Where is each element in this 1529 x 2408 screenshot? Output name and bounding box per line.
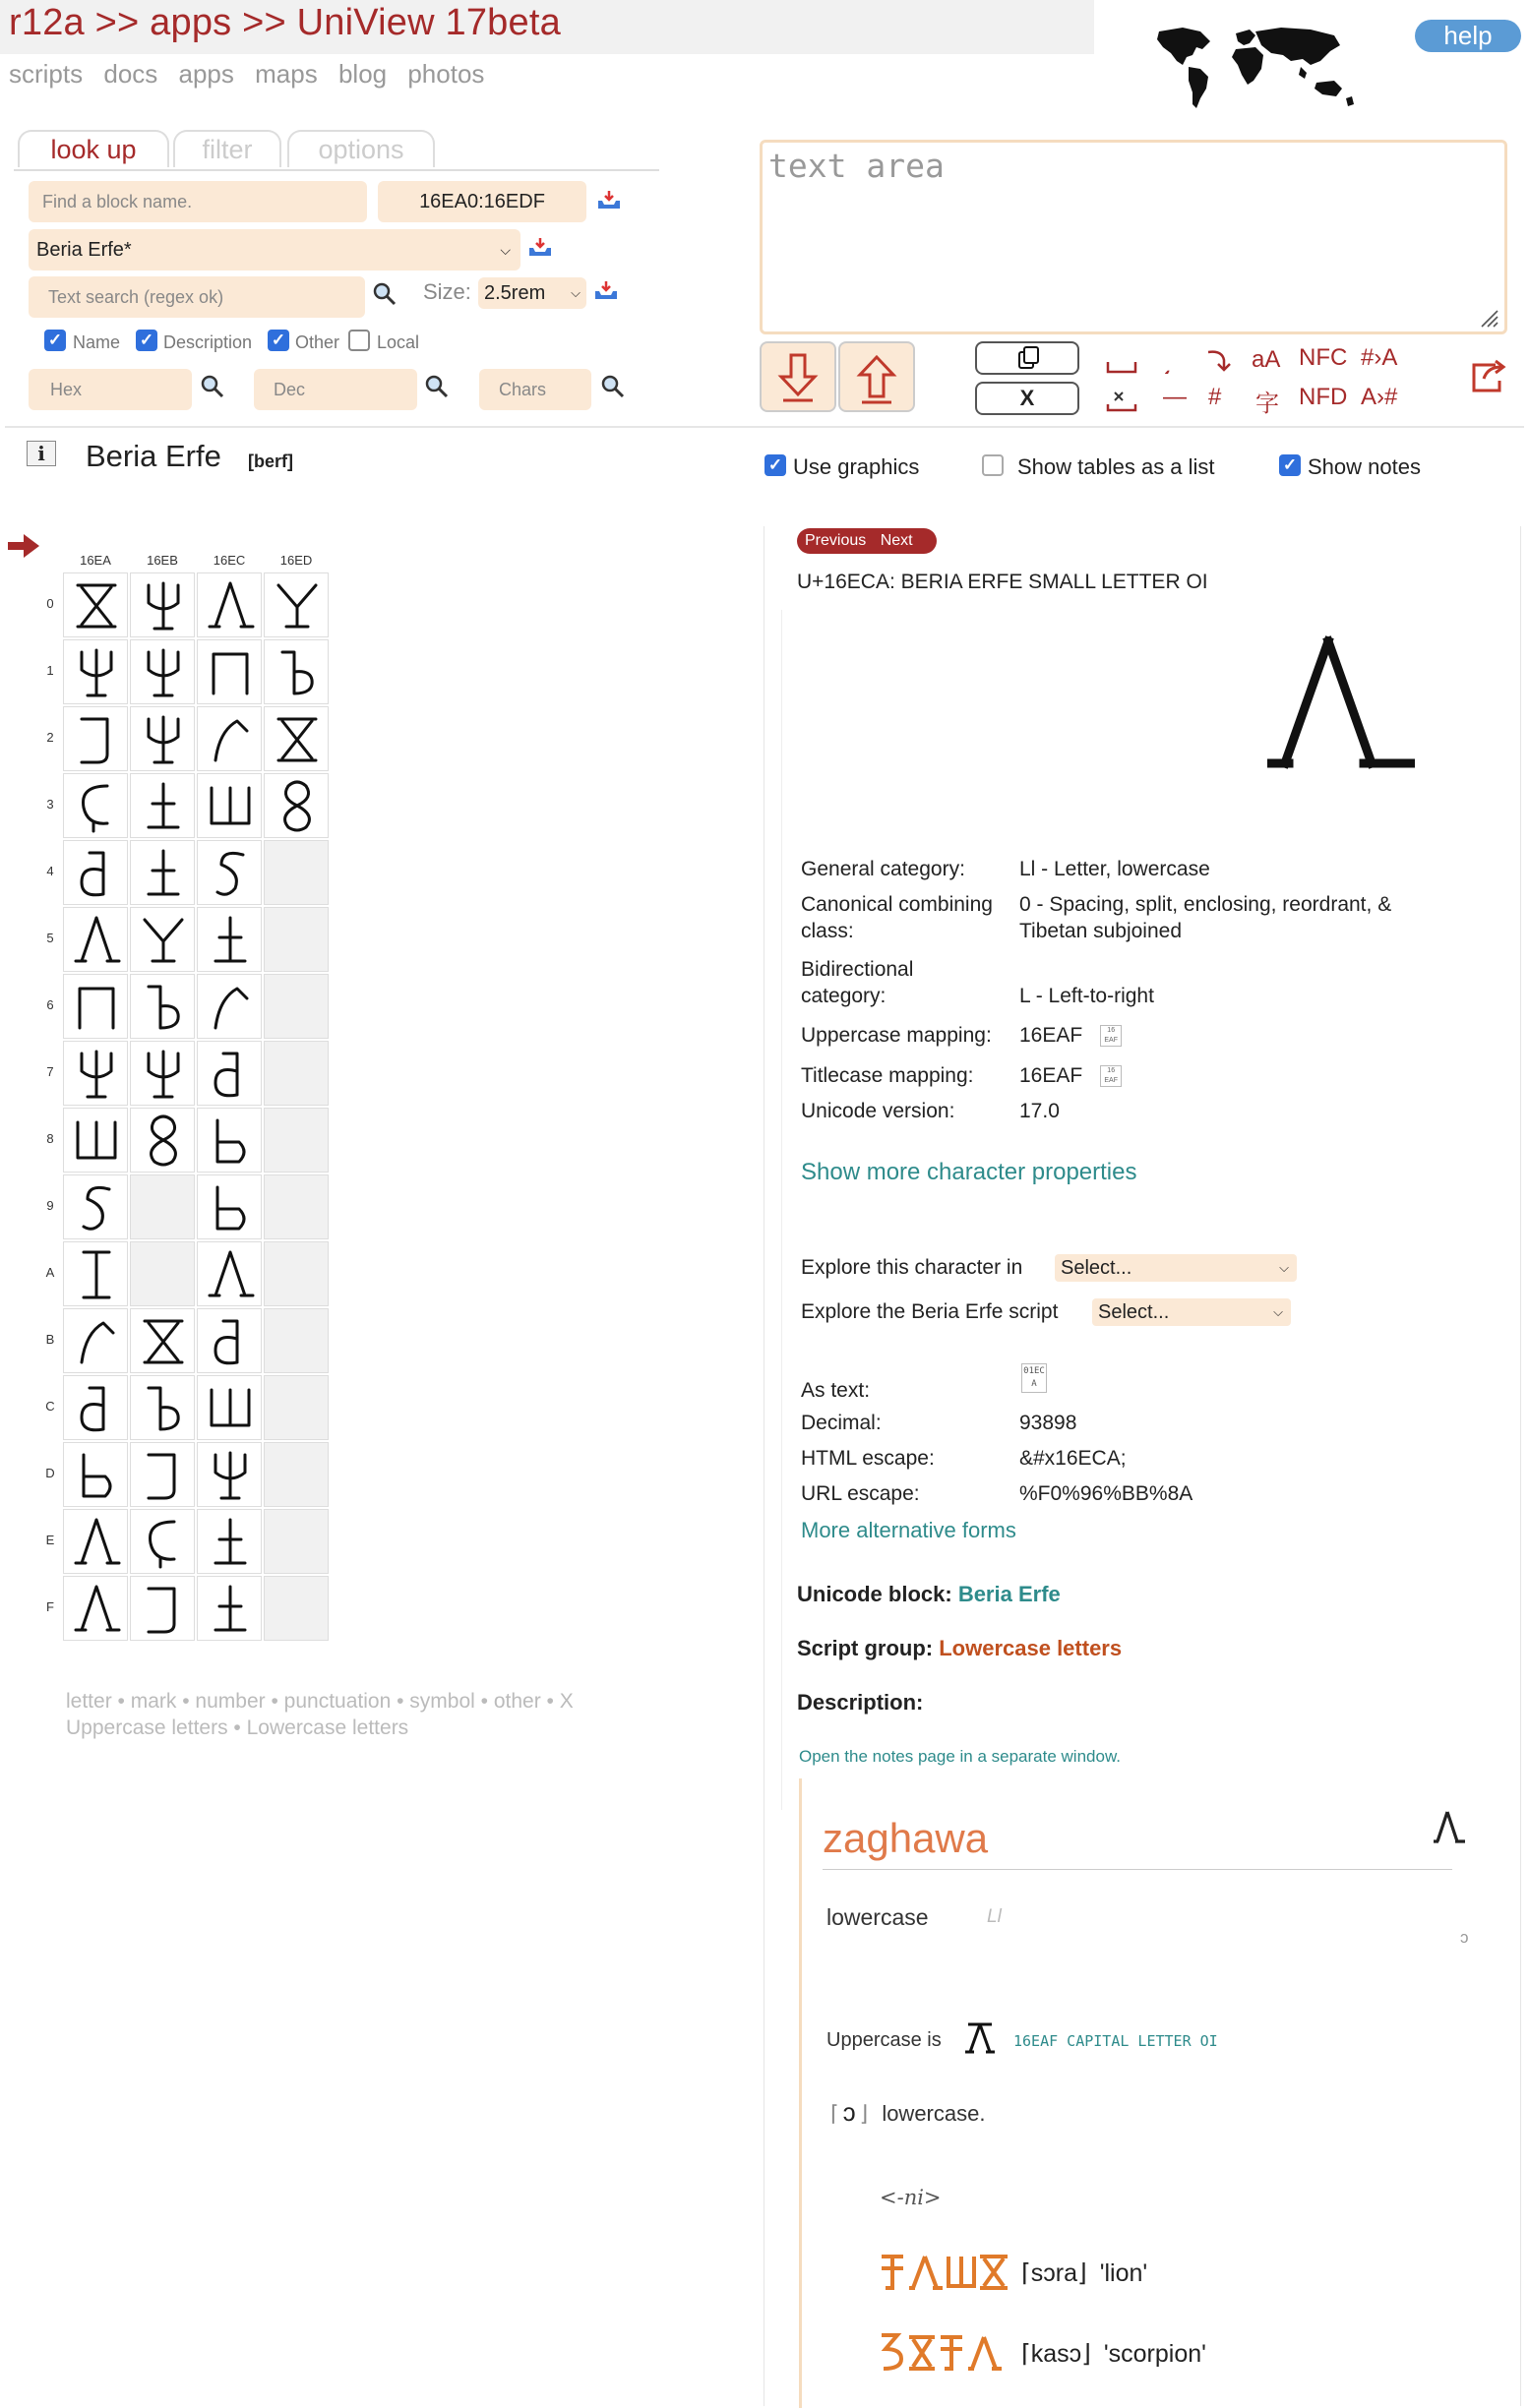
explore-script-select-value: Select...	[1098, 1301, 1170, 1323]
nav-apps[interactable]: apps	[178, 59, 234, 89]
explore-char-select[interactable]	[1055, 1254, 1297, 1282]
glyph-drawing	[265, 640, 330, 705]
search-icon[interactable]	[200, 374, 225, 399]
legend-lowercase[interactable]: Lowercase letters	[246, 1716, 409, 1739]
legend-number[interactable]: number	[195, 1690, 266, 1713]
row-header: 6	[46, 997, 54, 1012]
resize-handle-icon[interactable]	[1478, 307, 1499, 329]
html-escape-label: HTML escape:	[801, 1447, 935, 1470]
glyph-drawing	[198, 1577, 263, 1642]
character-cell[interactable]	[130, 907, 195, 972]
legend-line-2: Uppercase letters • Lowercase letters	[66, 1716, 409, 1739]
character-cell[interactable]	[63, 840, 128, 905]
row-header: 1	[46, 663, 54, 678]
row-header: E	[45, 1533, 55, 1547]
character-cell[interactable]	[197, 1174, 262, 1239]
character-cell[interactable]	[130, 1442, 195, 1507]
row-header: 9	[46, 1198, 54, 1213]
hex-input[interactable]: Hex	[29, 369, 192, 410]
row-header: A	[45, 1265, 55, 1280]
help-button[interactable]: help	[1415, 20, 1521, 52]
empty-cell	[264, 1576, 329, 1641]
character-cell[interactable]	[197, 1442, 262, 1507]
row-header: 5	[46, 931, 54, 945]
legend-uppercase[interactable]: Uppercase letters	[66, 1716, 228, 1739]
arrow-right-icon[interactable]	[6, 532, 41, 560]
ipa-open: ⌈	[830, 2101, 839, 2126]
notes-glyph	[1432, 1808, 1467, 1847]
glyph-drawing	[198, 1109, 263, 1174]
chevron-down-icon: ⌵	[500, 242, 511, 258]
glyph-drawing	[131, 908, 196, 973]
ipa-row	[830, 2097, 985, 2128]
suffix-example: <-ni>	[880, 2186, 942, 2209]
legend-symbol[interactable]: symbol	[409, 1690, 475, 1713]
glyph-drawing	[198, 707, 263, 772]
explore-script-label: Explore the Beria Erfe script	[801, 1300, 1059, 1323]
empty-cell	[264, 1375, 329, 1440]
empty-cell	[264, 1442, 329, 1507]
character-cell[interactable]	[264, 572, 329, 637]
nfc-button[interactable]: NFC	[1299, 344, 1348, 371]
glyph-drawing	[64, 1577, 129, 1642]
copy-button[interactable]	[975, 341, 1079, 375]
character-cell[interactable]	[197, 706, 262, 771]
prop-value-general-category: Ll - Letter, lowercase	[1019, 858, 1210, 880]
example-1	[1021, 2258, 1147, 2288]
character-cell[interactable]	[130, 974, 195, 1039]
as-text-label: As text:	[801, 1379, 871, 1402]
glyph-thumbnail-icon: 16 EAF	[1100, 1025, 1122, 1047]
glyph-drawing	[131, 841, 196, 906]
prop-value-bidi: L - Left-to-right	[1019, 985, 1154, 1007]
ipa-description: lowercase.	[882, 2101, 986, 2126]
notes-panel	[799, 1778, 1520, 2408]
glyph-drawing	[64, 1510, 129, 1575]
glyph-drawing	[64, 975, 129, 1040]
tables-as-list-label: Show tables as a list	[1017, 454, 1215, 479]
use-graphics-label: Use graphics	[793, 454, 920, 479]
explore-char-select-value: Select...	[1061, 1257, 1132, 1279]
url-escape-label: URL escape:	[801, 1482, 920, 1505]
return-arrow-icon[interactable]	[1202, 346, 1232, 374]
character-cell[interactable]	[63, 1308, 128, 1373]
dash-tool[interactable]: —	[1163, 384, 1187, 410]
character-cell[interactable]	[63, 1576, 128, 1641]
chevron-down-icon: ⌵	[1279, 1260, 1289, 1275]
character-title: U+16ECA: BERIA ERFE SMALL LETTER OI	[797, 571, 1208, 593]
character-cell[interactable]	[63, 907, 128, 972]
character-cell[interactable]	[197, 1509, 262, 1574]
tables-as-list-checkbox[interactable]	[982, 454, 1004, 476]
script-group-row	[797, 1636, 1122, 1661]
character-cell[interactable]	[130, 1308, 195, 1373]
example-word-2	[878, 2331, 1015, 2375]
glyph-drawing	[131, 640, 196, 705]
local-checkbox-label: Local	[377, 332, 420, 352]
glyph-drawing	[64, 1109, 129, 1174]
char-to-hex-button[interactable]: A›#	[1361, 384, 1398, 410]
character-cell[interactable]	[63, 572, 128, 637]
character-glyph	[1267, 620, 1415, 787]
empty-cell	[264, 974, 329, 1039]
script-group-label: Script group:	[797, 1636, 934, 1660]
decimal-label: Decimal:	[801, 1412, 882, 1434]
size-select-value: 2.5rem	[484, 282, 546, 304]
block-select[interactable]	[29, 229, 520, 271]
example-1-ipa: ⌈sɔra⌋	[1021, 2259, 1087, 2287]
row-header: 3	[46, 797, 54, 812]
glyph-drawing	[64, 774, 129, 839]
hex-to-char-button[interactable]: #›A	[1361, 344, 1398, 371]
search-icon[interactable]	[372, 281, 398, 307]
row-header: 0	[46, 596, 54, 611]
glyph-drawing	[265, 774, 330, 839]
row-header: 2	[46, 730, 54, 745]
size-label: Size:	[423, 279, 471, 304]
prop-key-bidi: Bidirectional category:	[801, 958, 914, 1007]
html-escape-value: &#x16ECA;	[1019, 1447, 1127, 1470]
previous-button[interactable]: Previous	[805, 532, 867, 549]
character-cell[interactable]	[197, 1576, 262, 1641]
character-cell[interactable]	[130, 1509, 195, 1574]
glyph-drawing	[198, 841, 263, 906]
search-icon[interactable]	[424, 374, 450, 399]
block-code: [berf]	[248, 452, 293, 471]
example-word-1	[878, 2251, 1015, 2294]
glyph-drawing	[64, 707, 129, 772]
delete-space-icon[interactable]	[1104, 389, 1139, 414]
character-cell[interactable]	[264, 773, 329, 838]
glyph-drawing	[198, 1242, 263, 1307]
notes-small-glyph: ɔ	[1460, 1928, 1469, 1947]
character-cell[interactable]	[130, 1041, 195, 1106]
glyph-drawing	[131, 1376, 196, 1441]
tab-divider	[14, 169, 659, 171]
character-cell[interactable]	[63, 974, 128, 1039]
titlecase-code[interactable]: 16EAF	[1019, 1064, 1083, 1087]
inbox-icon[interactable]	[593, 279, 619, 301]
toolbar-divider	[5, 426, 1524, 428]
move-up-button[interactable]	[838, 341, 915, 412]
character-cell[interactable]	[197, 1308, 262, 1373]
tab-filter[interactable]: filter	[173, 130, 281, 167]
column-header: 16EA	[80, 553, 111, 568]
copy-icon	[1008, 343, 1047, 373]
glyph-drawing	[64, 1242, 129, 1307]
prop-key-combining-class: Canonical combining class:	[801, 893, 993, 942]
legend-punctuation[interactable]: punctuation	[283, 1690, 392, 1713]
glyph-drawing	[198, 975, 263, 1040]
character-cell[interactable]	[130, 572, 195, 637]
prop-key-general-category: General category:	[801, 858, 965, 880]
character-cell[interactable]	[63, 1041, 128, 1106]
character-cell[interactable]	[130, 840, 195, 905]
glyph-drawing	[131, 1042, 196, 1107]
row-header: F	[46, 1599, 54, 1614]
glyph-drawing	[198, 573, 263, 638]
prop-key-titlecase: Titlecase mapping:	[801, 1064, 974, 1087]
chars-input[interactable]: Chars	[479, 369, 591, 410]
character-cell[interactable]	[63, 773, 128, 838]
empty-cell	[264, 1509, 329, 1574]
prop-value-version: 17.0	[1019, 1100, 1060, 1122]
main-nav	[9, 59, 498, 90]
character-cell[interactable]	[63, 1375, 128, 1440]
glyph-drawing	[198, 774, 263, 839]
size-select[interactable]	[478, 277, 586, 309]
panel-divider	[781, 610, 782, 1810]
character-cell[interactable]	[130, 1108, 195, 1173]
glyph-drawing	[131, 1309, 196, 1374]
empty-cell	[264, 1241, 329, 1306]
character-cell[interactable]	[197, 840, 262, 905]
glyph-drawing	[64, 1309, 129, 1374]
move-down-button[interactable]	[760, 341, 836, 412]
site-title[interactable]: r12a >> apps >> UniView 17beta	[9, 2, 561, 43]
character-cell[interactable]	[63, 1442, 128, 1507]
dec-input[interactable]: Dec	[254, 369, 417, 410]
nav-blog[interactable]: blog	[337, 59, 388, 89]
character-cell[interactable]	[264, 706, 329, 771]
ipa-close: ⌋	[859, 2101, 869, 2126]
show-notes-label: Show notes	[1308, 454, 1421, 479]
description-checkbox-label: Description	[163, 332, 253, 352]
glyph-drawing	[64, 1376, 129, 1441]
glyph-drawing	[64, 1175, 129, 1240]
glyph-drawing	[64, 1443, 129, 1508]
glyph-drawing	[131, 774, 196, 839]
glyph-drawing	[64, 908, 129, 973]
panel-divider	[1520, 526, 1521, 2406]
url-escape-value: %F0%96%BB%8A	[1019, 1482, 1193, 1505]
legend-other[interactable]: other	[493, 1690, 541, 1713]
arrow-up-icon	[840, 343, 913, 410]
notes-case-label: lowercase	[826, 1904, 929, 1930]
character-cell[interactable]	[264, 639, 329, 704]
glyph-drawing	[198, 1042, 263, 1107]
row-header: 4	[46, 864, 54, 878]
hash-button[interactable]: #	[1208, 384, 1222, 410]
example-1-gloss: 'lion'	[1099, 2259, 1148, 2287]
glyph-drawing	[198, 1443, 263, 1508]
nav-maps[interactable]: maps	[255, 59, 318, 89]
chevron-down-icon: ⌵	[1273, 1304, 1283, 1319]
glyph-drawing	[198, 640, 263, 705]
description-checkbox[interactable]: ✓	[136, 330, 157, 351]
use-graphics-checkbox[interactable]: ✓	[764, 454, 786, 476]
character-cell[interactable]	[197, 1108, 262, 1173]
glyph-drawing	[131, 1577, 196, 1642]
as-text-value[interactable]: 01ECA	[1021, 1363, 1047, 1393]
glyph-drawing	[198, 1309, 263, 1374]
empty-cell	[264, 1174, 329, 1239]
glyph-drawing	[131, 707, 196, 772]
empty-cell	[264, 1041, 329, 1106]
unicode-block-row	[797, 1582, 1061, 1607]
nav-scripts[interactable]: scripts	[9, 59, 84, 89]
ipa-symbol: ɔ	[842, 2097, 856, 2127]
prev-next-nav	[797, 528, 937, 554]
character-cell[interactable]	[130, 706, 195, 771]
next-button[interactable]: Next	[880, 532, 913, 549]
search-icon[interactable]	[600, 374, 626, 399]
nav-photos[interactable]: photos	[407, 59, 485, 89]
glyph-drawing	[131, 1109, 196, 1174]
character-cell[interactable]	[197, 974, 262, 1039]
notes-title: zaghawa	[823, 1815, 989, 1861]
uppercase-is-label: Uppercase is	[826, 2029, 942, 2051]
row-header: B	[45, 1332, 55, 1347]
character-cell[interactable]	[63, 1174, 128, 1239]
explore-script-select[interactable]	[1092, 1298, 1291, 1326]
example-2-gloss: 'scorpion'	[1103, 2340, 1206, 2368]
character-cell[interactable]	[63, 706, 128, 771]
character-cell[interactable]	[63, 639, 128, 704]
text-area[interactable]: text area	[760, 140, 1507, 334]
glyph-drawing	[198, 1510, 263, 1575]
notes-page-link[interactable]: Open the notes page in a separate window.	[799, 1747, 1122, 1766]
glyph-drawing	[64, 573, 129, 638]
prop-key-uppercase: Uppercase mapping:	[801, 1024, 992, 1047]
row-header: C	[45, 1399, 55, 1414]
prop-key-version: Unicode version:	[801, 1100, 955, 1122]
character-cell[interactable]	[130, 1375, 195, 1440]
arrow-down-icon	[762, 343, 834, 410]
unicode-block-link[interactable]: Beria Erfe	[957, 1582, 1061, 1606]
glyph-drawing	[64, 1042, 129, 1107]
info-icon[interactable]: i	[27, 441, 56, 466]
column-header: 16EC	[213, 553, 246, 568]
nfd-button[interactable]: NFD	[1299, 384, 1348, 410]
case-toggle-button[interactable]: aA	[1252, 346, 1281, 373]
more-properties-link[interactable]: Show more character properties	[801, 1159, 1137, 1185]
character-cell[interactable]	[197, 907, 262, 972]
glyph-drawing	[131, 1443, 196, 1508]
more-forms-link[interactable]: More alternative forms	[801, 1518, 1016, 1542]
prop-value-titlecase	[1019, 1062, 1433, 1089]
decimal-value: 93898	[1019, 1412, 1077, 1434]
uppercase-reference-link[interactable]: 16EAF CAPITAL LETTER OI	[1013, 2032, 1218, 2050]
tab-options[interactable]: options	[287, 130, 435, 167]
world-map-icon[interactable]	[1153, 24, 1360, 110]
character-cell[interactable]	[197, 1041, 262, 1106]
block-select-value: Beria Erfe*	[36, 239, 132, 261]
character-cell[interactable]	[63, 1509, 128, 1574]
local-checkbox[interactable]	[348, 330, 370, 351]
range-input[interactable]: 16EA0:16EDF	[378, 181, 586, 222]
script-group-link[interactable]: Lowercase letters	[939, 1636, 1123, 1660]
empty-cell	[264, 840, 329, 905]
glyph-drawing	[198, 908, 263, 973]
character-cell[interactable]	[197, 639, 262, 704]
empty-cell	[264, 907, 329, 972]
glyph-drawing	[131, 1510, 196, 1575]
notes-title-underline	[823, 1869, 1452, 1870]
row-header: 8	[46, 1131, 54, 1146]
other-checkbox-label: Other	[295, 332, 340, 352]
example-2-ipa: ⌈kasɔ⌋	[1021, 2340, 1091, 2368]
character-cell[interactable]	[130, 639, 195, 704]
column-header: 16EB	[147, 553, 178, 568]
prop-value-uppercase	[1019, 1022, 1433, 1049]
character-cell[interactable]	[63, 1108, 128, 1173]
other-checkbox[interactable]: ✓	[268, 330, 289, 351]
uppercase-code[interactable]: 16EAF	[1019, 1024, 1083, 1047]
space-icon[interactable]	[1104, 354, 1139, 376]
block-title: Beria Erfe	[86, 439, 221, 473]
text-search-input[interactable]: Text search (regex ok)	[29, 276, 365, 318]
glyph-thumbnail-icon: 16 EAF	[1100, 1065, 1122, 1087]
name-checkbox-label: Name	[73, 332, 121, 352]
character-cell[interactable]	[130, 1576, 195, 1641]
inbox-icon[interactable]	[596, 189, 622, 211]
clear-button[interactable]: X	[975, 382, 1079, 415]
row-header: D	[45, 1466, 55, 1480]
character-cell[interactable]	[197, 1241, 262, 1306]
character-cell[interactable]	[130, 773, 195, 838]
cjk-button[interactable]: 字	[1255, 391, 1279, 417]
glyph-drawing	[64, 841, 129, 906]
character-cell[interactable]	[197, 773, 262, 838]
name-checkbox[interactable]: ✓	[44, 330, 66, 351]
glyph-drawing	[198, 1376, 263, 1441]
glyph-drawing	[131, 975, 196, 1040]
glyph-drawing	[265, 707, 330, 772]
export-icon[interactable]	[1468, 357, 1509, 396]
glyph-drawing	[64, 640, 129, 705]
empty-cell	[264, 1308, 329, 1373]
legend-letter[interactable]: letter	[66, 1690, 112, 1713]
glyph-drawing	[265, 573, 330, 638]
glyph-drawing	[198, 1175, 263, 1240]
empty-cell	[264, 1108, 329, 1173]
empty-cell	[130, 1241, 195, 1306]
notes-ll-tag: Ll	[987, 1906, 1002, 1927]
legend-clear[interactable]: X	[559, 1690, 574, 1713]
prop-value-combining-class: 0 - Spacing, split, enclosing, reordrant, & Tibetan subjoined	[1019, 893, 1392, 942]
glyph-drawing	[131, 573, 196, 638]
description-label: Description:	[797, 1690, 924, 1715]
legend-line-1: letter • mark • number • punctuation • symbol • other • X	[66, 1690, 574, 1713]
legend-mark[interactable]: mark	[130, 1690, 177, 1713]
block-name-input[interactable]: Find a block name.	[29, 181, 367, 222]
unicode-block-label: Unicode block:	[797, 1582, 952, 1606]
inbox-icon[interactable]	[527, 236, 553, 258]
uppercase-glyph	[962, 2018, 998, 2058]
tab-look-up[interactable]: look up	[18, 130, 169, 167]
empty-cell	[130, 1174, 195, 1239]
chevron-down-icon: ⌵	[571, 285, 581, 300]
comma-tool[interactable]: ͵	[1164, 348, 1172, 375]
character-cell[interactable]	[197, 572, 262, 637]
column-header: 16ED	[279, 553, 313, 568]
nav-docs[interactable]: docs	[103, 59, 158, 89]
row-header: 7	[46, 1064, 54, 1079]
character-cell[interactable]	[63, 1241, 128, 1306]
character-cell[interactable]	[197, 1375, 262, 1440]
example-2	[1021, 2339, 1206, 2369]
show-notes-checkbox[interactable]: ✓	[1279, 454, 1301, 476]
explore-char-label: Explore this character in	[801, 1256, 1023, 1279]
